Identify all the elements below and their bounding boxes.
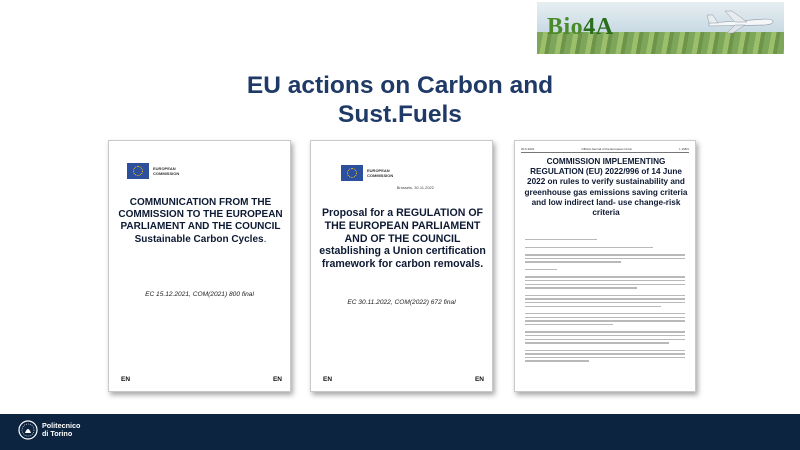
polito-name (42, 422, 80, 439)
polito-name-line-2: di Torino (42, 429, 73, 438)
journal-header (521, 147, 689, 153)
document-heading: Proposal for a REGULATION OF THE EUROPEAN PARLIAMENT AND OF THE COUNCIL establishing a Union certification framework for carbon removals. (319, 207, 486, 271)
polito-logo (18, 420, 80, 440)
language-code-right: EN (272, 376, 282, 383)
document-communication (108, 140, 291, 392)
document-reference: EC 30.11.2022, COM(2022) 672 final (347, 299, 456, 306)
document-date: Brussels, 30.11.2022 (396, 185, 434, 190)
eu-flag-icon (341, 165, 363, 181)
ec-logo-text: EUROPEAN COMMISSION (367, 168, 394, 178)
ec-logo (127, 163, 179, 179)
polito-name-line-1: Politecnico (42, 420, 81, 430)
language-code-right: EN (474, 376, 484, 383)
title-line-2: Sust.Fuels (338, 101, 462, 128)
language-code-left: EN (323, 376, 333, 383)
document-heading: COMMUNICATION FROM THE COMMISSION TO THE EUROPEAN PARLIAMENT AND THE COUNCIL Sustainable Carbon Cycles. (118, 197, 283, 245)
language-code-left: EN (121, 376, 131, 383)
document-body-text (525, 239, 685, 364)
bio4a-logo (537, 2, 784, 54)
document-reference: EC 15.12.2021, COM(2021) 800 final (145, 291, 254, 298)
document-heading: COMMISSION IMPLEMENTING REGULATION (EU) 2022/996 of 14 June 2022 on rules to verify sustainability and greenhouse gas emissions saving criteria and low indirect land- use change-risk criteria (524, 157, 688, 218)
footer-bar (0, 414, 800, 450)
airplane-icon (705, 8, 775, 34)
document-implementing-regulation (514, 140, 696, 392)
eu-flag-icon (127, 163, 149, 179)
journal-name: Official Journal of the European Union (581, 147, 633, 151)
journal-date: 20.6.2022 (521, 147, 535, 151)
title-line-1: EU actions on Carbon and (246, 72, 554, 99)
ec-logo (341, 165, 393, 181)
document-proposal (310, 140, 493, 392)
logo-wordmark: Bio4A (547, 14, 614, 40)
slide-title (150, 71, 650, 129)
journal-page: L 168/1 (679, 147, 689, 151)
ec-logo-text: EUROPEAN COMMISSION (153, 166, 180, 176)
polito-emblem-icon (18, 420, 38, 440)
